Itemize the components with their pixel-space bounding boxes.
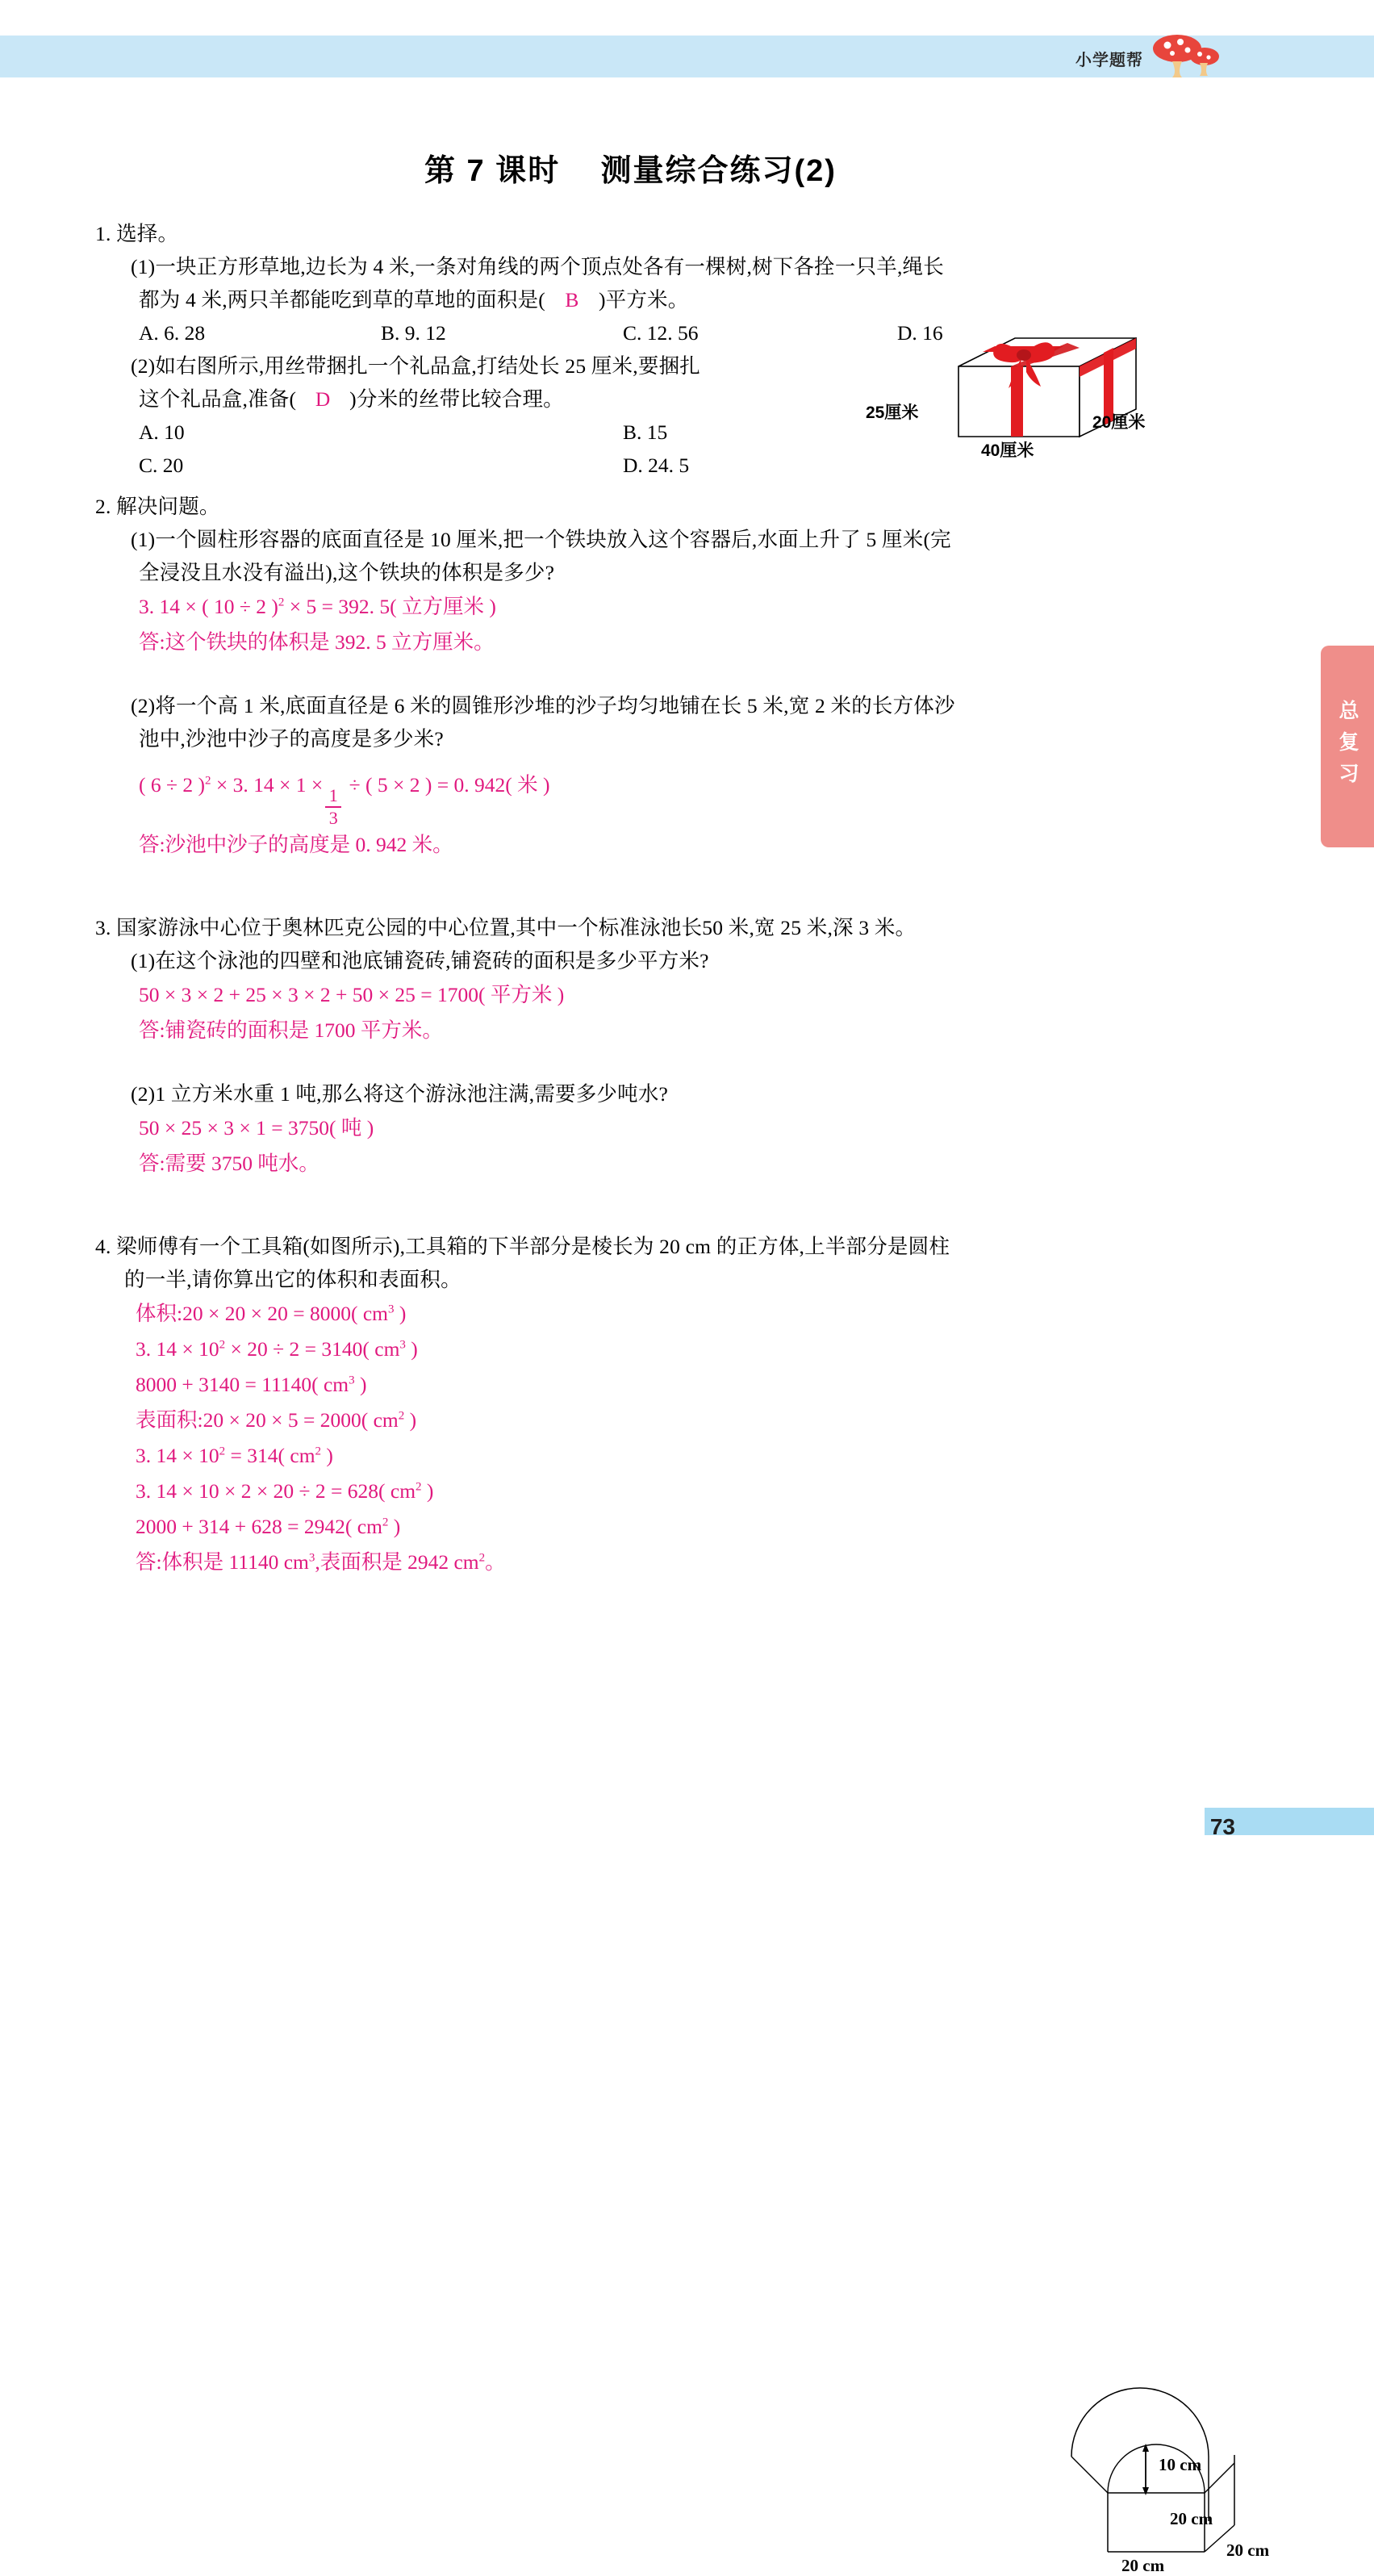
question-1-item-2-text1: 如右图所示,用丝带捆扎一个礼品盒,打结处长 25 厘米,要捆扎: [155, 354, 700, 378]
question-4-work-6: [95, 1474, 1281, 1509]
mushroom-icon: [1151, 37, 1221, 79]
question-1-item-1-text2b: )平方米。: [598, 288, 689, 312]
work-pre: 3. 14 × 10: [136, 1337, 219, 1361]
work-mid: = 314( cm: [225, 1444, 315, 1467]
work-pre: 2000 + 314 + 628 = 2942( cm: [136, 1515, 382, 1538]
question-1-number: 1.: [95, 222, 111, 245]
work-pre: 3. 14 × 10 × 2 × 20 ÷ 2 = 628( cm: [136, 1479, 416, 1503]
work-mid: × 3. 14 × 1 ×: [215, 773, 324, 797]
question-2-item-2-label: (2): [131, 694, 156, 717]
question-3-item-1-line1: [95, 944, 1281, 977]
question-2-heading: [95, 490, 1281, 523]
question-3-item-2-label: (2): [131, 1082, 156, 1106]
answer-mid: ,表面积是 2942 cm: [315, 1550, 479, 1574]
question-4-work-7: [95, 1509, 1281, 1545]
answer-pre: 答:体积是 11140 cm: [136, 1550, 309, 1574]
question-1-item-1-answer[interactable]: B: [565, 288, 579, 312]
exponent-2: 2: [315, 1445, 322, 1458]
work-pre: 体积:20 × 20 × 20 = 8000( cm: [136, 1302, 388, 1325]
question-2-item-1-text2: 全浸没且水没有溢出),这个铁块的体积是多少?: [139, 561, 555, 584]
question-1-item-2-text2b: )分米的丝带比较合理。: [349, 387, 564, 411]
question-4-answer: [95, 1545, 1281, 1580]
question-3-prompt: 国家游泳中心位于奥林匹克公园的中心位置,其中一个标准泳池长50 米,宽 25 米,深 3 米。: [116, 916, 917, 939]
page-number: 73: [1209, 1814, 1235, 1839]
option-d[interactable]: D. 16: [897, 321, 943, 345]
work-post: ): [388, 1515, 401, 1538]
question-4-text1: 梁师傅有一个工具箱(如图所示),工具箱的下半部分是棱长为 20 cm 的正方体,上半部分是圆柱: [116, 1235, 950, 1258]
option-a[interactable]: A. 6. 28: [139, 321, 206, 345]
question-3-item-1-label: (1): [131, 949, 156, 972]
toolbox-label-height: 20 cm: [1170, 2509, 1213, 2528]
question-1-item-1-line2: [95, 283, 1281, 316]
toolbox-label-depth: 20 cm: [1226, 2540, 1270, 2560]
question-1-item-1-text1: 一块正方形草地,边长为 4 米,一条对角线的两个顶点处各有一棵树,树下各拴一只羊,绳长: [155, 255, 944, 278]
question-3-item-2-work: 50 × 25 × 3 × 1 = 3750( 吨 ): [139, 1116, 374, 1140]
toolbox-label-width: 20 cm: [1121, 2556, 1165, 2575]
gift-label-bottom: 40厘米: [981, 441, 1034, 460]
question-1-item-2-text2a: 这个礼品盒,准备(: [139, 387, 297, 411]
question-2-item-2-work: [95, 755, 1281, 827]
work-post: ): [421, 1479, 434, 1503]
work-post: ): [405, 1337, 418, 1361]
option-d[interactable]: D. 24. 5: [623, 454, 690, 477]
question-1: [95, 217, 1281, 482]
work-pre: 3. 14 × ( 10 ÷ 2 ): [139, 595, 278, 618]
work-pre: ( 6 ÷ 2 ): [139, 773, 205, 797]
question-2: [95, 490, 1281, 863]
question-2-item-1-line1: [95, 523, 1281, 556]
question-3-item-1-work: 50 × 3 × 2 + 25 × 3 × 2 + 50 × 25 = 1700( 平方米 ): [139, 983, 565, 1006]
exponent: 2: [204, 774, 211, 788]
question-3-number: 3.: [95, 916, 111, 939]
option-c[interactable]: C. 12. 56: [623, 321, 699, 345]
question-2-item-2-line1: [95, 689, 1281, 722]
question-2-prompt: 解决问题。: [116, 495, 220, 518]
option-a[interactable]: A. 10: [139, 420, 185, 444]
work-pre: 3. 14 × 10: [136, 1444, 219, 1467]
exponent-2: 2: [478, 1551, 486, 1565]
question-3-item-2-answer: 答:需要 3750 吨水。: [139, 1152, 319, 1175]
option-b[interactable]: B. 9. 12: [381, 321, 446, 345]
work-post: ): [394, 1302, 407, 1325]
work-post: ): [354, 1373, 367, 1396]
question-2-item-2-line2: [95, 722, 1281, 755]
question-2-item-1-label: (1): [131, 528, 156, 551]
question-2-item-1-work: [95, 589, 1281, 625]
gift-label-right: 20厘米: [1092, 413, 1146, 432]
question-2-number: 2.: [95, 495, 111, 518]
question-2-item-1-text1: 一个圆柱形容器的底面直径是 10 厘米,把一个铁块放入这个容器后,水面上升了 5 厘米(完: [155, 528, 951, 551]
question-4-line1: [95, 1230, 1281, 1263]
question-3: [95, 911, 1281, 1181]
question-3-item-2-line1: [95, 1077, 1281, 1110]
question-4-work-1: [95, 1296, 1281, 1332]
question-1-prompt: 选择。: [116, 222, 179, 245]
toolbox-figure: [1023, 2360, 1289, 2575]
question-3-item-1-answer: 答:铺瓷砖的面积是 1700 平方米。: [139, 1018, 443, 1042]
section-tab-label: 总复习: [1336, 699, 1359, 794]
question-4-work-2: [95, 1332, 1281, 1367]
work-post: ): [321, 1444, 333, 1467]
question-1-item-1-line1: [95, 250, 1281, 283]
question-1-item-1-label: (1): [131, 255, 156, 278]
question-2-item-2-answer: 答:沙池中沙子的高度是 0. 942 米。: [139, 833, 453, 856]
work-mid: × 20 ÷ 2 = 3140( cm: [225, 1337, 400, 1361]
question-3-item-2-text1: 1 立方米水重 1 吨,那么将这个游泳池注满,需要多少吨水?: [155, 1082, 669, 1106]
exponent: 2: [382, 1516, 389, 1529]
question-3-heading: [95, 911, 1281, 944]
question-4-work-4: [95, 1403, 1281, 1438]
question-2-item-2-text2: 池中,沙池中沙子的高度是多少米?: [139, 727, 444, 751]
work-post: × 5 = 392. 5( 立方厘米 ): [289, 595, 496, 618]
gift-label-left: 25厘米: [866, 404, 919, 422]
work-post: ): [404, 1408, 417, 1432]
question-3-item-1-text1: 在这个泳池的四壁和池底铺瓷砖,铺瓷砖的面积是多少平方米?: [155, 949, 709, 972]
question-4-work-3: [95, 1367, 1281, 1403]
fraction-one-third: [325, 787, 341, 827]
question-2-item-1-line2: [95, 556, 1281, 589]
section-tab: [1321, 646, 1374, 847]
work-pre: 表面积:20 × 20 × 5 = 2000( cm: [136, 1408, 399, 1432]
exponent: 2: [416, 1480, 422, 1494]
question-4-work-5: [95, 1438, 1281, 1474]
answer-post: 。: [485, 1550, 506, 1574]
exponent: 3: [308, 1551, 315, 1565]
exponent: 2: [398, 1409, 405, 1423]
option-c[interactable]: C. 20: [139, 454, 184, 477]
brand-title: 小学题帮: [1075, 51, 1143, 69]
exponent: 2: [278, 596, 285, 609]
work-pre: 8000 + 3140 = 11140( cm: [136, 1373, 349, 1396]
exponent: 3: [349, 1374, 355, 1387]
option-b[interactable]: B. 15: [623, 420, 668, 444]
question-1-item-1-text2a: 都为 4 米,两只羊都能吃到草的草地的面积是(: [139, 288, 545, 312]
question-4-text2: 的一半,请你算出它的体积和表面积。: [124, 1268, 461, 1291]
fraction-numerator: 1: [328, 785, 338, 805]
fraction-denominator: 3: [328, 808, 338, 828]
exponent: 2: [219, 1445, 226, 1458]
exponent: 3: [388, 1303, 395, 1316]
question-1-heading: [95, 217, 1281, 250]
question-1-item-2-label: (2): [131, 354, 156, 378]
exponent-2: 3: [399, 1338, 406, 1352]
question-4-line2: [95, 1263, 1281, 1296]
work-post: ÷ ( 5 × 2 ) = 0. 942( 米 ): [349, 773, 550, 797]
question-4-number: 4.: [95, 1235, 111, 1258]
exponent: 2: [219, 1338, 226, 1352]
page-title: 第 7 课时 测量综合练习(2): [424, 154, 837, 188]
question-2-item-2-text1: 将一个高 1 米,底面直径是 6 米的圆锥形沙堆的沙子均匀地铺在长 5 米,宽 2 米的长方体沙: [155, 694, 955, 717]
header-brand-group: [1075, 42, 1221, 74]
toolbox-label-radius: 10 cm: [1159, 2455, 1202, 2474]
question-2-item-1-answer: 答:这个铁块的体积是 392. 5 立方厘米。: [139, 630, 495, 654]
question-1-item-2-answer[interactable]: D: [315, 387, 331, 411]
